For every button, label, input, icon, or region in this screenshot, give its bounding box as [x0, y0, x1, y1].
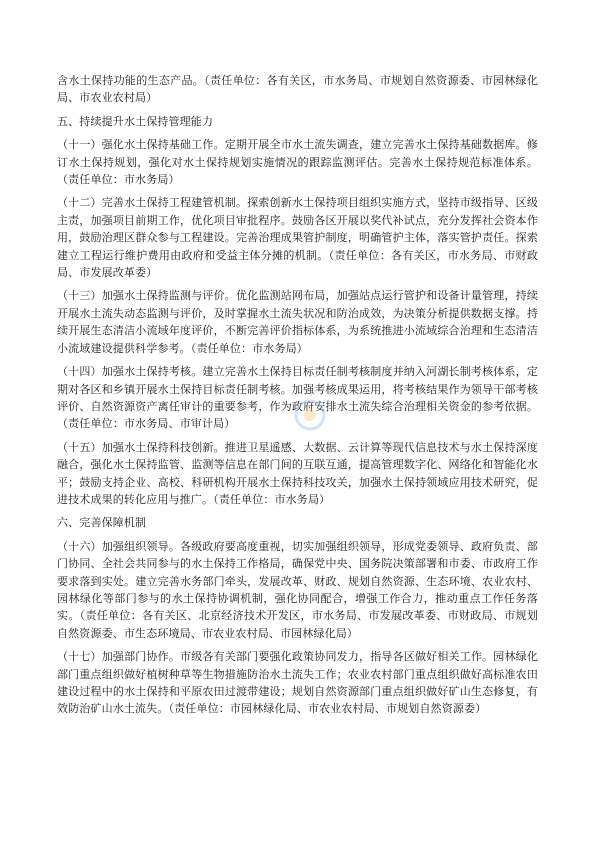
item-15-text: （十五）加强水土保持科技创新。推进卫星遥感、大数据、云计算等现代信息技术与水土保持深度融合，强化水土保持监管、监测等信息在部门间的互联互通，提高管理数字化、网络化和智能化水平；鼓励支持企业、高校、科研机构开展水土保持科技攻关，加强水土保持领域应用技术研究，促进技术成果的转化应用与推广。（责任单位：市水务局） — [57, 440, 538, 506]
section-6-heading: 六、完善保障机制 — [57, 516, 147, 530]
intro-paragraph: 含水土保持功能的生态产品。（责任单位：各有关区，市水务局、市规划自然资源委、市园林绿化局、市农业农村局） — [57, 74, 538, 105]
item-13 — [57, 287, 538, 357]
item-17-text: （十七）加强部门协作。市级各有关部门要强化政策协同发力，指导各区做好相关工作。园林绿化部门重点组织做好植树种草等生物措施防治水土流失工作；农业农村部门重点组织做好高标准农田建设过程中的水土保持和平原农田过渡带建设；规划自然资源部门重点组织做好矿山生态修复，有效防治矿山水土流失。（责任单位：市园林绿化局、市农业农村局、市规划自然资源委） — [57, 650, 538, 716]
item-11 — [57, 136, 538, 188]
section-5-heading: 五、持续提升水土保持管理能力 — [57, 114, 214, 128]
item-13-text: （十三）加强水土保持监测与评价。优化监测站网布局，加强站点运行管护和设备计量管理，持续开展水土流失动态监测与评价，及时掌握水土流失状况和防治成效，为决策分析提供数据支撑。持续开展生态清洁小流域年度评价，不断完善评价指标体系，为系统推进小流域综合治理和生态清洁小流域建设提供科学参考。（责任单位：市水务局） — [57, 289, 538, 355]
item-16 — [57, 538, 538, 642]
item-17 — [57, 648, 538, 718]
item-14-text: （十四）加强水土保持考核。建立完善水土保持目标责任制考核制度并纳入河湖长制考核体系，定期对各区和乡镇开展水土保持目标责任制考核。加强考核成果运用，将考核结果作为领导干部考核评价、自然资源资产离任审计的重要参考，作为政府安排水土流失综合治理相关资金的参考依据。（责任单位：市水务局、市审计局） — [57, 365, 538, 431]
item-12-text: （十二）完善水土保持工程建管机制。探索创新水土保持项目组织实施方式，坚持市级指导、区级主责，加强项目前期工作，优化项目审批程序。鼓励各区开展以奖代补试点，充分发挥社会资本作用，鼓励治理区群众参与工程建设。完善治理成果管护制度，明确管护主体，落实管护责任。探索建立工程运行维护费用由政府和受益主体分摊的机制。（责任单位：各有关区，市水务局、市财政局、市发展改革委） — [57, 196, 538, 280]
item-16-text: （十六）加强组织领导。各级政府要高度重视，切实加强组织领导，形成党委领导、政府负责、部门协同、全社会共同参与的水土保持工作格局，确保党中央、国务院决策部署和市委、市政府工作要求落到实处。建立完善水务部门牵头，发展改革、财政、规划自然资源、生态环境、农业农村、园林绿化等部门参与的水土保持协调机制，强化协同配合，增强工作合力，推动重点工作任务落实。（责任单位：各有关区、北京经济技术开发区，市水务局、市发展改革委、市财政局、市规划自然资源委、市生态环境局、市农业农村局、市园林绿化局） — [57, 539, 538, 640]
item-11-text: （十一）强化水土保持基础工作。定期开展全市水土流失调查，建立完善水土保持基础数据库。修订水土保持规划，强化对水土保持规划实施情况的跟踪监测评估。完善水土保持规范标准体系。（责任单位：市水务局） — [57, 138, 538, 187]
item-15 — [57, 439, 538, 509]
item-12 — [57, 194, 538, 281]
